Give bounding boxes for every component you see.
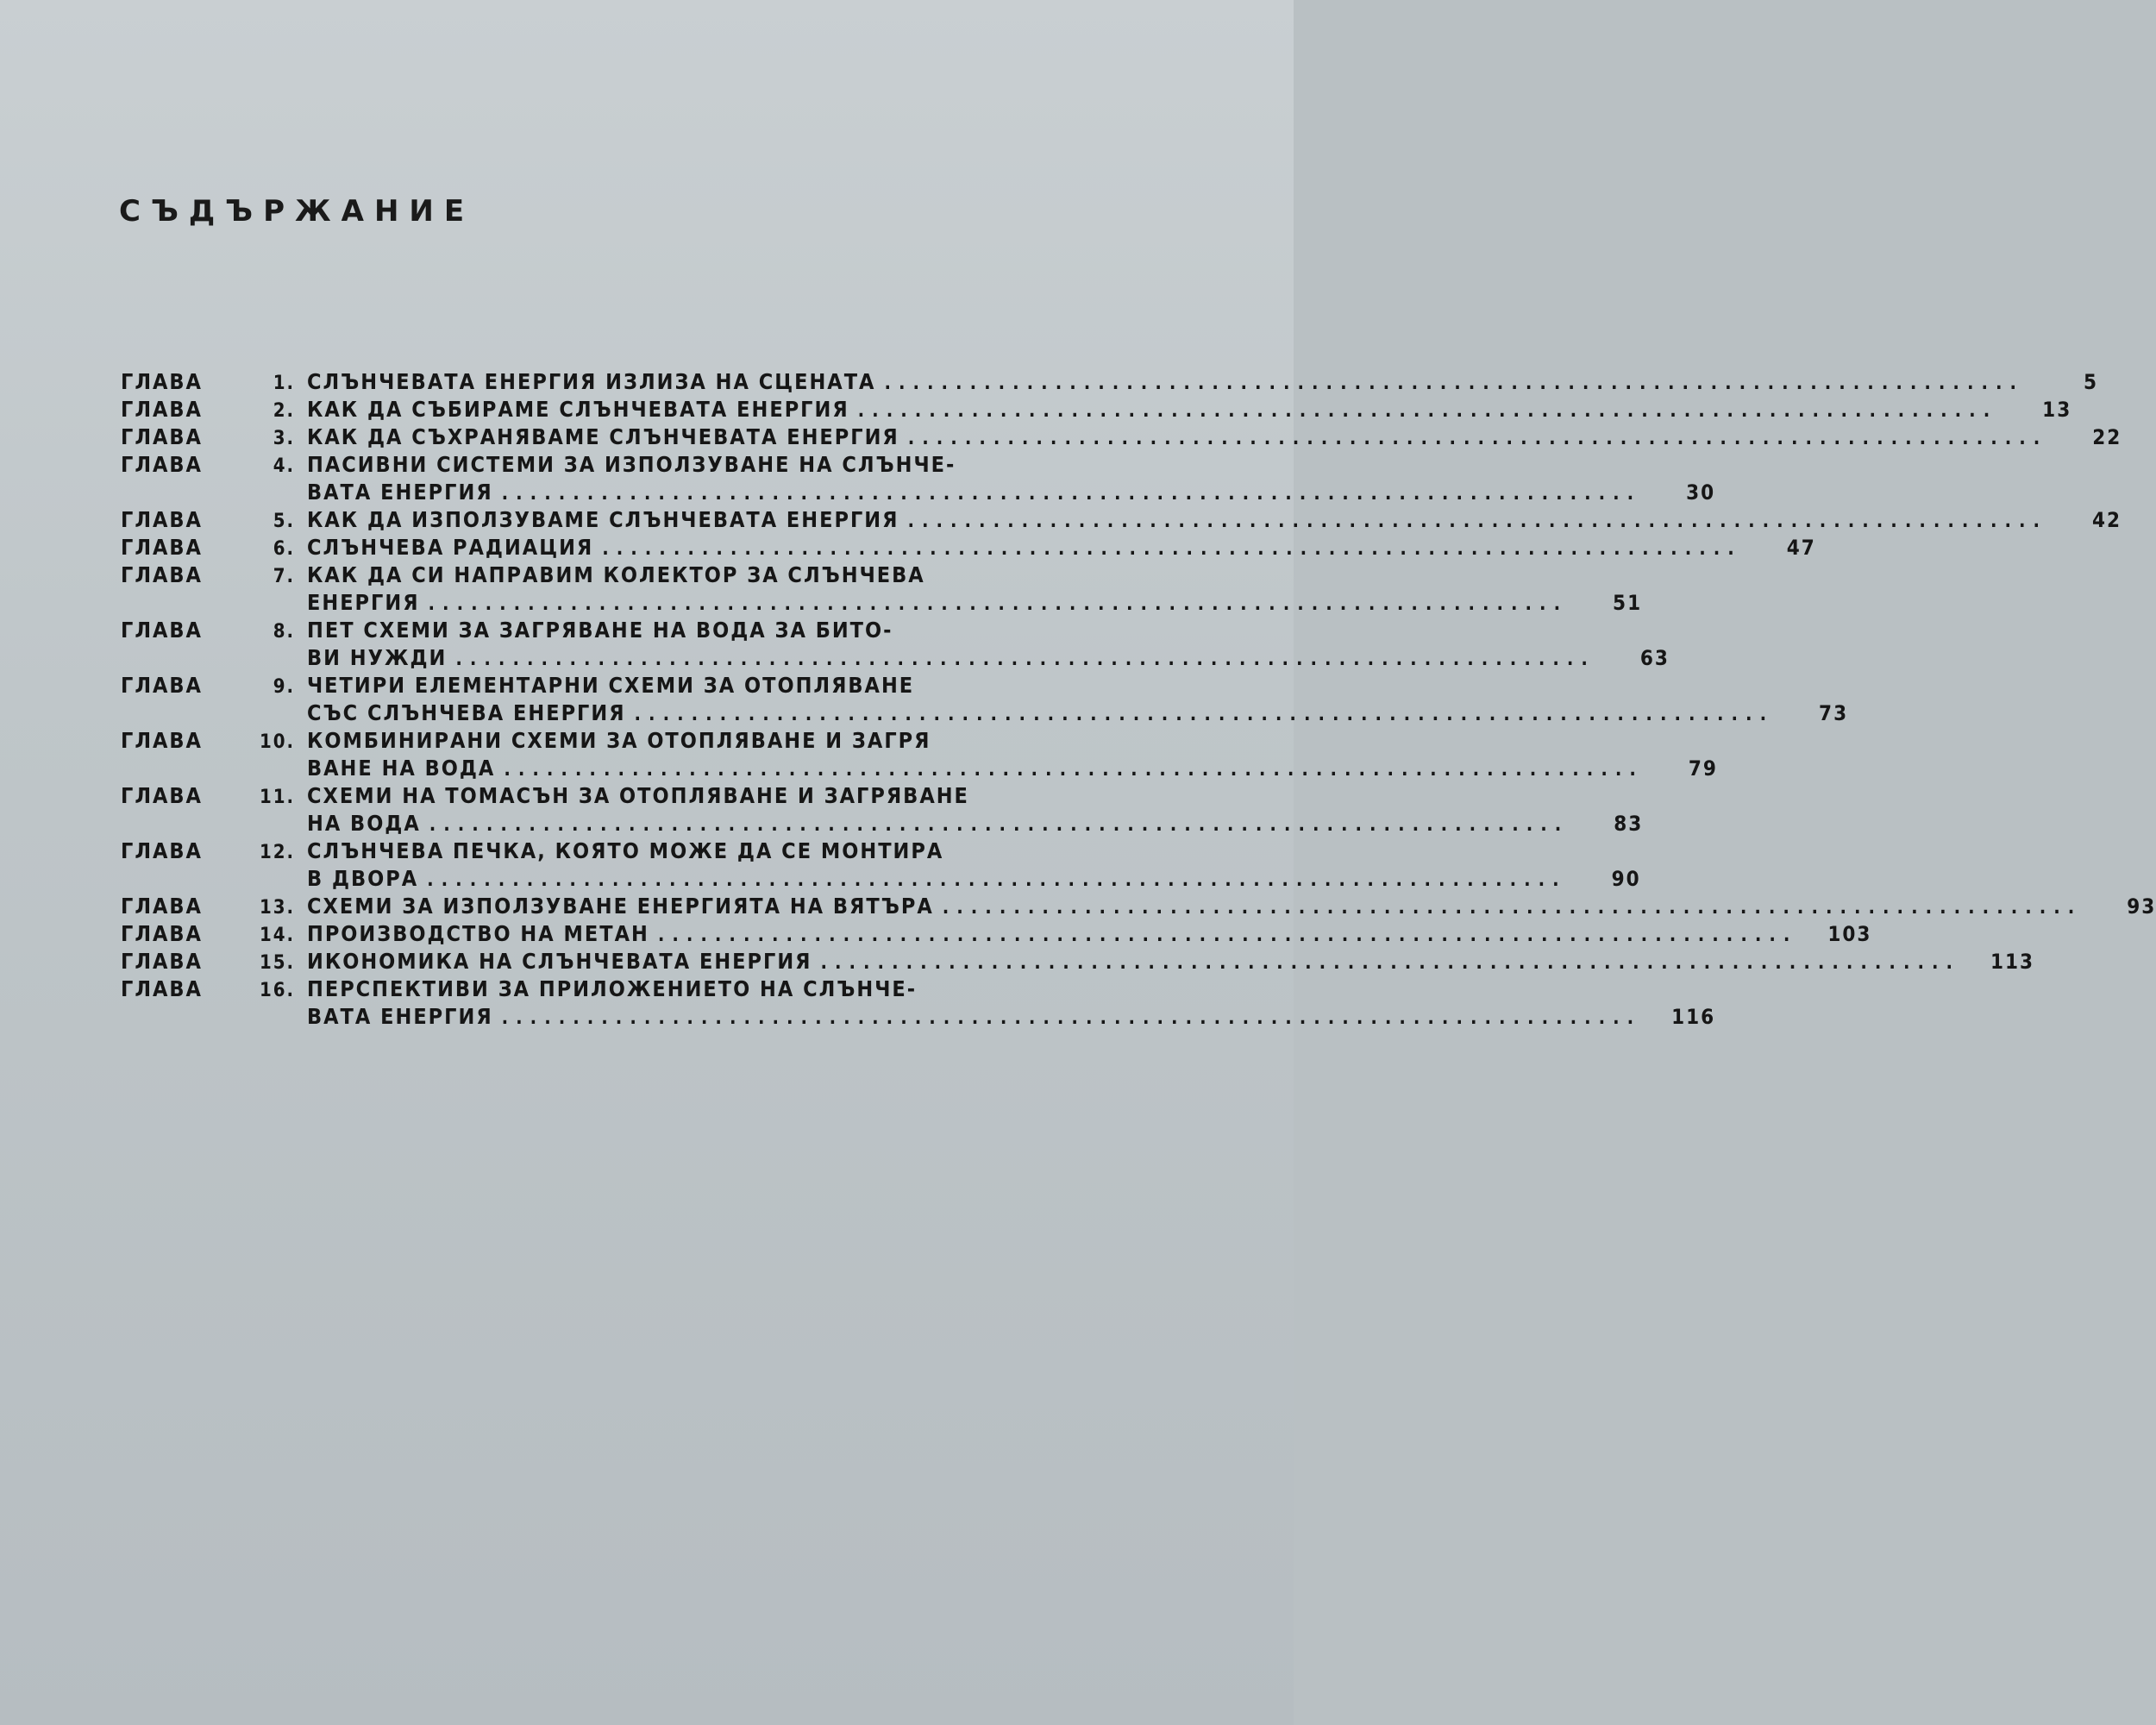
toc-entry <box>121 976 1716 1032</box>
chapter-title: ПАСИВНИ СИСТЕМИ ЗА ИЗПОЛЗУВАНЕ НА СЛЪНЧЕ- <box>307 452 956 477</box>
chapter-title: ПЕТ СХЕМИ ЗА ЗАГРЯВАНЕ НА ВОДА ЗА БИТО- <box>307 618 893 643</box>
chapter-title: СХЕМИ ЗА ИЗПОЛЗУВАНЕ ЕНЕРГИЯТА НА ВЯТЪРА <box>307 894 934 919</box>
chapter-label: ГЛАВА <box>121 562 203 587</box>
toc-entry-line <box>121 949 2035 976</box>
page-number: 22 <box>2092 425 2122 449</box>
chapter-title: КОМБИНИРАНИ СХЕМИ ЗА ОТОПЛЯВАНЕ И ЗАГРЯ <box>307 728 931 753</box>
page-number: 51 <box>1613 591 1643 615</box>
page-number: 79 <box>1688 756 1718 781</box>
dot-leader: ................................................................................ <box>907 511 2048 532</box>
toc-entry-line <box>121 562 1190 590</box>
toc-entry <box>121 838 1641 894</box>
toc-entry <box>121 369 2099 397</box>
chapter-number: 5. <box>273 511 295 532</box>
page-number: 93 <box>2127 894 2156 919</box>
chapter-title: ВИ НУЖДИ <box>307 645 448 670</box>
toc-entry-line <box>121 838 1190 866</box>
chapter-title: СЪС СЛЪНЧЕВА ЕНЕРГИЯ <box>307 700 626 725</box>
toc-entry <box>121 783 1644 838</box>
page-number: 116 <box>1671 1005 1716 1029</box>
toc-entry-line <box>121 618 1190 645</box>
toc-entry <box>121 397 2072 424</box>
chapter-number: 7. <box>273 566 295 587</box>
toc-entry-line <box>121 783 1190 811</box>
chapter-number: 2. <box>273 400 295 422</box>
table-of-contents <box>121 369 2156 1032</box>
chapter-label: ГЛАВА <box>121 783 203 808</box>
chapter-number: 6. <box>273 538 295 560</box>
toc-entry-line <box>121 424 2122 452</box>
toc-entry <box>121 921 1872 949</box>
chapter-title: СЛЪНЧЕВА ПЕЧКА, КОЯТО МОЖЕ ДА СЕ МОНТИРА <box>307 838 944 863</box>
dot-leader: ................................................................................ <box>634 704 1775 725</box>
page-number: 42 <box>2091 508 2122 532</box>
chapter-number: 13. <box>259 897 295 919</box>
chapter-title: СЛЪНЧЕВА РАДИАЦИЯ <box>307 535 594 560</box>
toc-entry-line <box>121 728 1190 756</box>
dot-leader: ................................................................................ <box>884 373 2025 394</box>
chapter-number: 12. <box>259 842 295 863</box>
chapter-label: ГЛАВА <box>121 535 203 560</box>
chapter-label: ГЛАВА <box>121 369 203 394</box>
toc-entry-line <box>121 921 1872 949</box>
toc-entry <box>121 949 2035 976</box>
chapter-title: НА ВОДА <box>307 811 421 836</box>
chapter-title: ВАНЕ НА ВОДА <box>307 756 496 781</box>
chapter-label: ГЛАВА <box>121 673 203 698</box>
dot-leader: ................................................................................ <box>857 400 1998 422</box>
dot-leader: ................................................................................ <box>427 869 1567 891</box>
dot-leader: ................................................................................ <box>657 925 1798 946</box>
chapter-title: ЕНЕРГИЯ <box>307 590 420 615</box>
chapter-title: ИКОНОМИКА НА СЛЪНЧЕВАТА ЕНЕРГИЯ <box>307 949 812 974</box>
chapter-title: КАК ДА СИ НАПРАВИМ КОЛЕКТОР ЗА СЛЪНЧЕВА <box>307 562 925 587</box>
dot-leader: ................................................................................ <box>501 1007 1642 1029</box>
chapter-label: ГЛАВА <box>121 452 203 477</box>
dot-leader: ................................................................................ <box>429 814 1570 836</box>
chapter-title: ПРОИЗВОДСТВО НА МЕТАН <box>307 921 649 946</box>
chapter-title: ПЕРСПЕКТИВИ ЗА ПРИЛОЖЕНИЕТО НА СЛЪНЧЕ- <box>307 976 918 1001</box>
chapter-label: ГЛАВА <box>121 976 203 1001</box>
chapter-number: 3. <box>273 428 295 449</box>
page-number: 90 <box>1611 867 1641 891</box>
toc-entry-line <box>121 480 1716 507</box>
toc-entry <box>121 452 1716 507</box>
chapter-number: 16. <box>259 980 295 1001</box>
chapter-label: ГЛАВА <box>121 618 203 643</box>
chapter-label: ГЛАВА <box>121 507 203 532</box>
page-number: 47 <box>1786 536 1816 560</box>
toc-entry-line <box>121 866 1641 894</box>
chapter-label: ГЛАВА <box>121 838 203 863</box>
chapter-title: ЧЕТИРИ ЕЛЕМЕНТАРНИ СХЕМИ ЗА ОТОПЛЯВАНЕ <box>307 673 915 698</box>
chapter-title: СЛЪНЧЕВАТА ЕНЕРГИЯ ИЗЛИЗА НА СЦЕНАТА <box>307 369 876 394</box>
chapter-label: ГЛАВА <box>121 424 203 449</box>
chapter-number: 14. <box>259 925 295 946</box>
page-number: 5 <box>2083 370 2099 394</box>
page-number: 73 <box>1819 701 1849 725</box>
chapter-title: СХЕМИ НА ТОМАСЪН ЗА ОТОПЛЯВАНЕ И ЗАГРЯВАНЕ <box>307 783 969 808</box>
toc-entry-line <box>121 590 1643 618</box>
toc-entry <box>121 562 1643 618</box>
toc-entry-line <box>121 645 1670 673</box>
page-title: СЪДЪРЖАНИЕ <box>119 194 475 229</box>
dot-leader: ................................................................................ <box>942 897 2083 919</box>
toc-entry-line <box>121 756 1718 783</box>
toc-entry <box>121 424 2122 452</box>
toc-entry-line <box>121 673 1190 700</box>
toc-entry <box>121 535 1816 562</box>
toc-entry <box>121 728 1718 783</box>
chapter-label: ГЛАВА <box>121 949 203 974</box>
toc-entry-line <box>121 1004 1716 1032</box>
chapter-number: 15. <box>259 952 295 974</box>
dot-leader: ................................................................................ <box>455 649 1595 670</box>
chapter-label: ГЛАВА <box>121 397 203 422</box>
toc-entry-line <box>121 894 2156 921</box>
toc-entry <box>121 618 1670 673</box>
toc-entry-line <box>121 452 1190 480</box>
dot-leader: ................................................................................ <box>501 483 1642 505</box>
dot-leader: ................................................................................ <box>428 593 1569 615</box>
chapter-title: ВАТА ЕНЕРГИЯ <box>307 1004 493 1029</box>
toc-entry-line <box>121 535 1816 562</box>
chapter-label: ГЛАВА <box>121 921 203 946</box>
page-number: 103 <box>1827 922 1872 946</box>
toc-entry-line <box>121 397 2072 424</box>
chapter-title: В ДВОРА <box>307 866 419 891</box>
chapter-number: 9. <box>273 676 295 698</box>
page-number: 63 <box>1639 646 1670 670</box>
page-number: 13 <box>2042 398 2072 422</box>
chapter-number: 4. <box>273 455 295 477</box>
chapter-label: ГЛАВА <box>121 894 203 919</box>
chapter-number: 10. <box>259 731 295 753</box>
chapter-label: ГЛАВА <box>121 728 203 753</box>
chapter-title: КАК ДА СЪБИРАМЕ СЛЪНЧЕВАТА ЕНЕРГИЯ <box>307 397 849 422</box>
toc-entry <box>121 507 2122 535</box>
toc-entry-line <box>121 811 1644 838</box>
dot-leader: ................................................................................ <box>602 538 1742 560</box>
toc-entry <box>121 894 2156 921</box>
dot-leader: ................................................................................ <box>504 759 1644 781</box>
toc-entry-line <box>121 507 2122 535</box>
page-number: 83 <box>1614 812 1644 836</box>
chapter-title: ВАТА ЕНЕРГИЯ <box>307 480 493 505</box>
chapter-number: 1. <box>273 373 295 394</box>
toc-entry <box>121 673 1849 728</box>
toc-entry-line <box>121 369 2099 397</box>
page-number: 30 <box>1686 480 1716 505</box>
toc-entry-line <box>121 700 1849 728</box>
chapter-title: КАК ДА СЪХРАНЯВАМЕ СЛЪНЧЕВАТА ЕНЕРГИЯ <box>307 424 899 449</box>
dot-leader: ................................................................................ <box>820 952 1961 974</box>
page-number: 113 <box>1990 950 2035 974</box>
chapter-title: КАК ДА ИЗПОЛЗУВАМЕ СЛЪНЧЕВАТА ЕНЕРГИЯ <box>307 507 899 532</box>
chapter-number: 8. <box>273 621 295 643</box>
toc-entry-line <box>121 976 1190 1004</box>
chapter-number: 11. <box>259 787 295 808</box>
dot-leader: ................................................................................ <box>907 428 2048 449</box>
